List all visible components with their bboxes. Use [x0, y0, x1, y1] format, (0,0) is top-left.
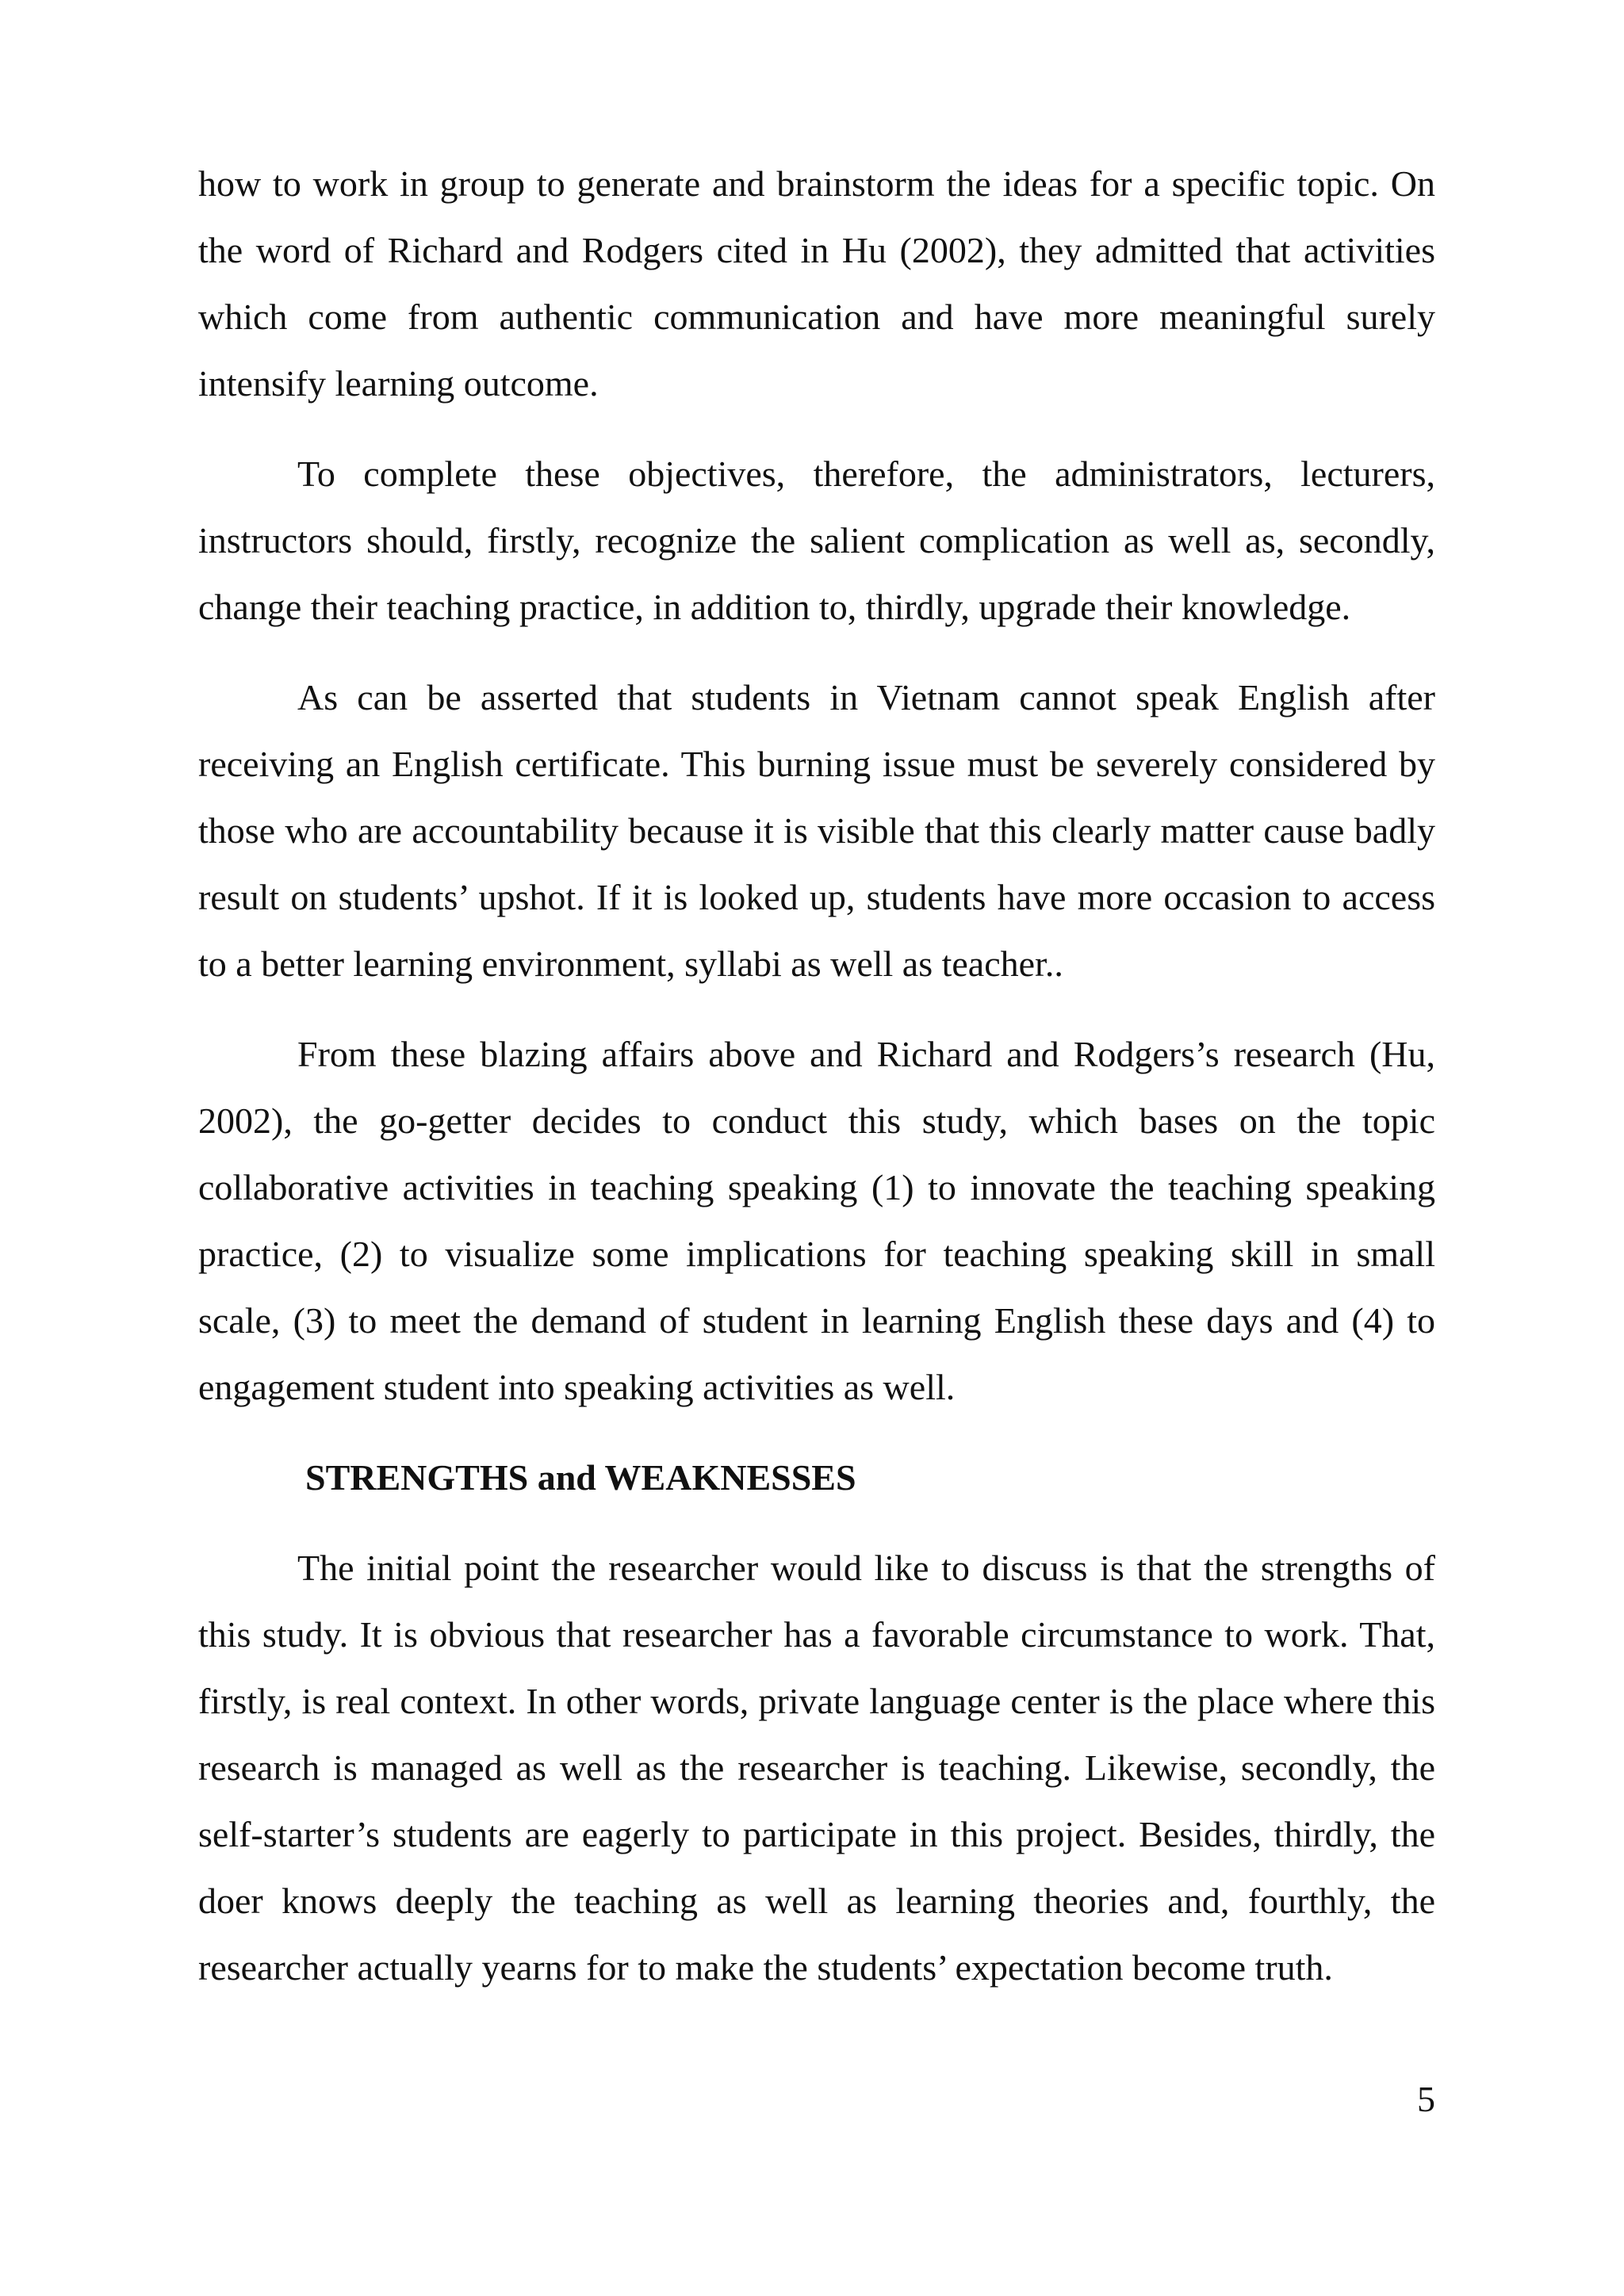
paragraph-continuation: how to work in group to generate and brainstorm the ideas for a specific topic. On the word of Richard and Rodgers cited in Hu (2002), they admitted that activities which come from authentic communication and have more meaningful surely intensify learning outcome. — [198, 163, 1435, 404]
page-number: 5 — [1417, 2079, 1435, 2119]
document-page — [198, 151, 1435, 2025]
paragraph-issue: As can be asserted that students in Vietnam cannot speak English after receiving an English certificate. This burning issue must be severely considered by those who are accountability because it is visible that this clearly matter cause badly result on students’ upshot. If it is looked up, students have more occasion to access to a better learning environment, syllabi as well as teacher.. — [198, 677, 1435, 984]
section-heading: STRENGTHS and WEAKNESSES — [305, 1457, 856, 1498]
paragraph-strengths: The initial point the researcher would like to discuss is that the strengths of this study. It is obvious that researcher has a favorable circumstance to work. That, firstly, is real context. In other words, private language center is the place where this research is managed as well as the researcher is teaching. Likewise, secondly, the self-starter’s students are eagerly to participate in this project. Besides, thirdly, the doer knows deeply the teaching as well as learning theories and, fourthly, the researcher actually yearns for to make the students’ expectation become truth. — [198, 1548, 1435, 1988]
paragraph-objectives: To complete these objectives, therefore, the administrators, lecturers, instructors should, firstly, recognize the salient complication as well as, secondly, change their teaching practice, in addition to, thirdly, upgrade their knowledge. — [198, 453, 1435, 627]
paragraph-study-aims: From these blazing affairs above and Richard and Rodgers’s research (Hu, 2002), the go-getter decides to conduct this study, which bases on the topic collaborative activities in teaching speaking (1) to innovate the teaching speaking practice, (2) to visualize some implications for teaching speaking skill in small scale, (3) to meet the demand of student in learning English these days and (4) to engagement student into speaking activities as well. — [198, 1034, 1435, 1407]
